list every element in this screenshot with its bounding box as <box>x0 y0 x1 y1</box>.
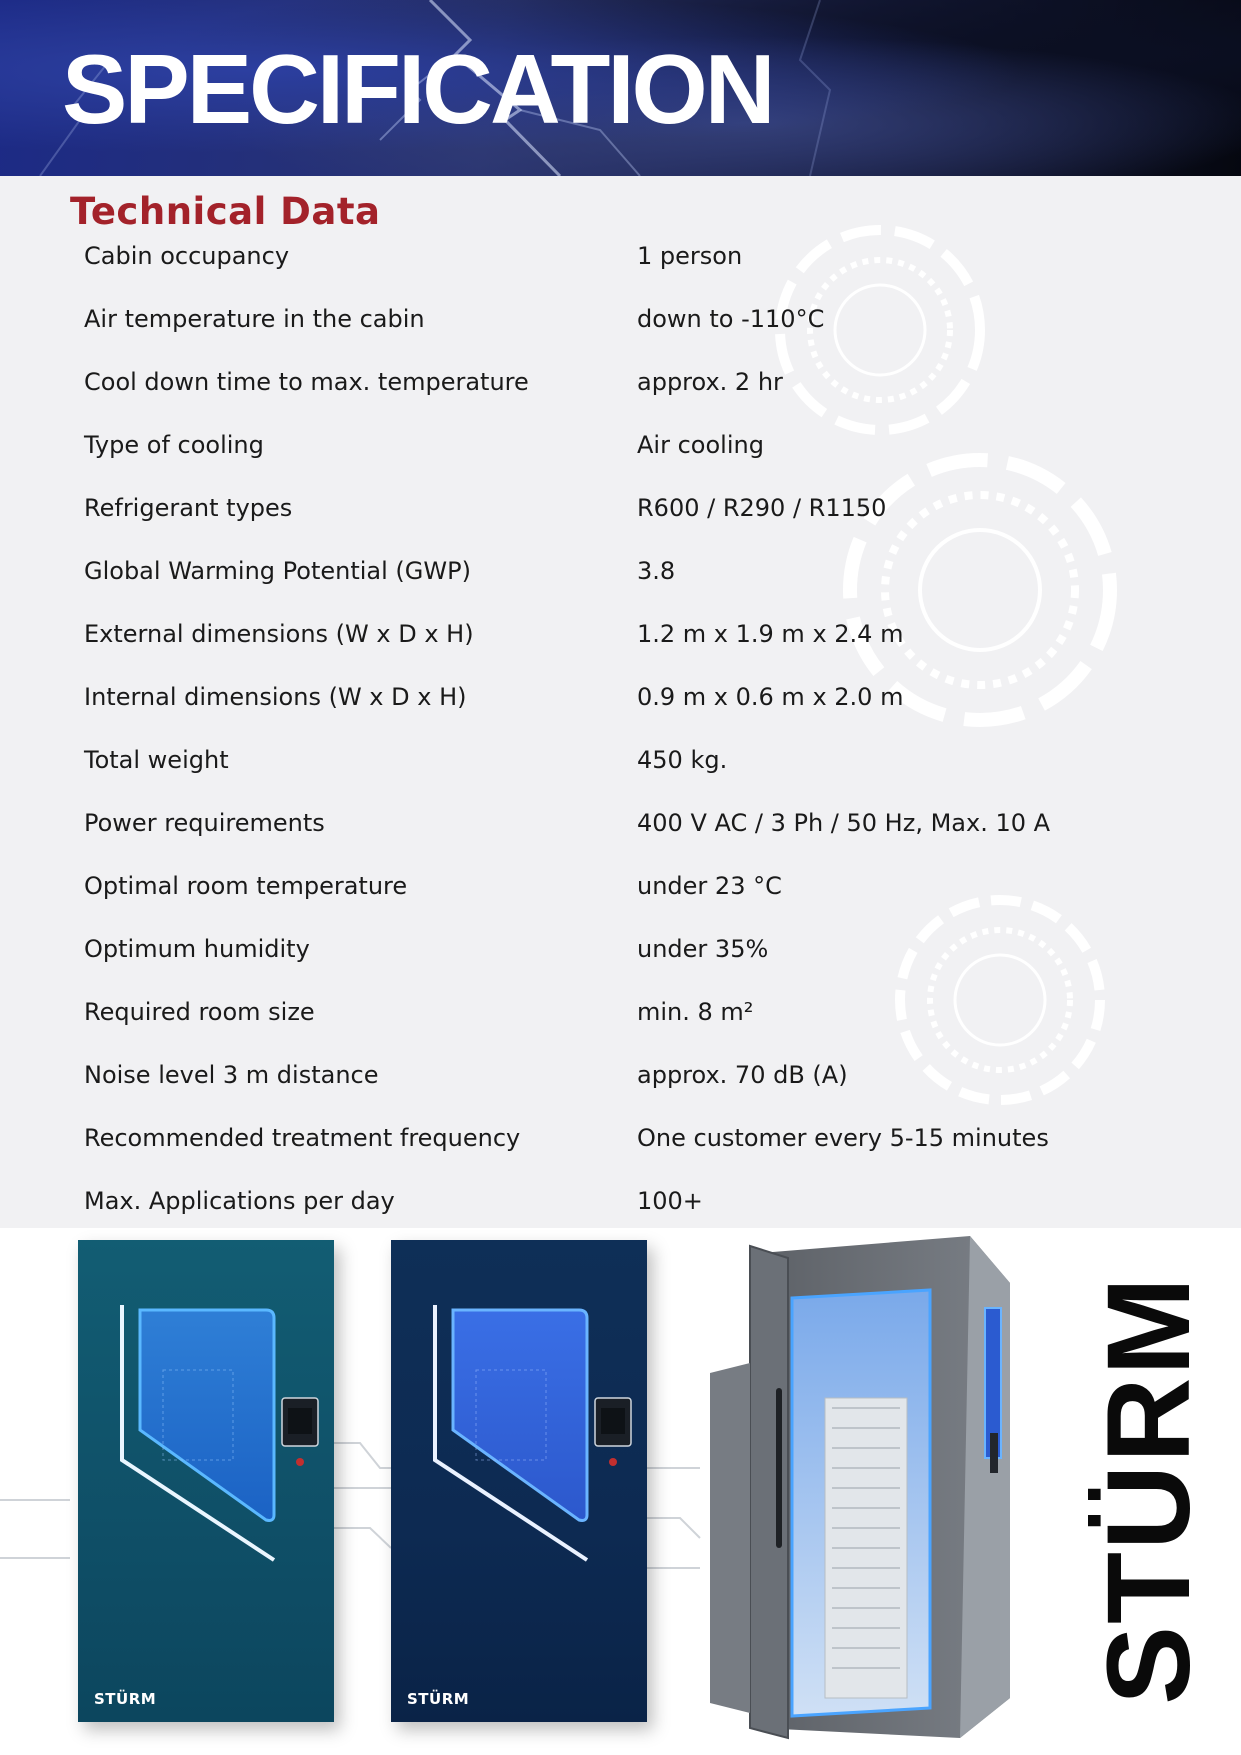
spec-label: Type of cooling <box>84 431 264 459</box>
cabin-open-door <box>700 1228 1030 1755</box>
spec-value: One customer every 5-15 minutes <box>637 1124 1049 1152</box>
spec-label: Noise level 3 m distance <box>84 1061 379 1089</box>
spec-label: Max. Applications per day <box>84 1187 395 1215</box>
spec-value: approx. 70 dB (A) <box>637 1061 848 1089</box>
spec-row <box>0 803 1241 843</box>
spec-row <box>0 488 1241 528</box>
cabin-brand-label: STÜRM <box>407 1690 470 1708</box>
spec-row <box>0 614 1241 654</box>
spec-value: min. 8 m² <box>637 998 754 1026</box>
spec-value: under 35% <box>637 935 769 963</box>
spec-value: R600 / R290 / R1150 <box>637 494 887 522</box>
spec-row <box>0 299 1241 339</box>
spec-label: Power requirements <box>84 809 325 837</box>
spec-label: Optimal room temperature <box>84 872 408 900</box>
spec-value: 3.8 <box>637 557 676 585</box>
header-banner <box>0 0 1241 176</box>
spec-row <box>0 1055 1241 1095</box>
brand-logo <box>1083 1260 1215 1720</box>
cabin-front-navy <box>391 1240 647 1722</box>
spec-label: Cool down time to max. temperature <box>84 368 529 396</box>
product-gallery <box>0 1228 1241 1755</box>
spec-row <box>0 236 1241 276</box>
spec-value: 1 person <box>637 242 743 270</box>
spec-value: 100+ <box>637 1187 703 1215</box>
spec-label: Total weight <box>84 746 229 774</box>
spec-label: Internal dimensions (W x D x H) <box>84 683 467 711</box>
spec-value: Air cooling <box>637 431 764 459</box>
spec-value: down to -110°C <box>637 305 825 333</box>
spec-label: Recommended treatment frequency <box>84 1124 521 1152</box>
spec-row <box>0 677 1241 717</box>
spec-value: approx. 2 hr <box>637 368 783 396</box>
spec-row <box>0 866 1241 906</box>
spec-row <box>0 362 1241 402</box>
spec-label: Optimum humidity <box>84 935 310 963</box>
cabin-front-teal <box>78 1240 334 1722</box>
spec-row <box>0 740 1241 780</box>
spec-label: Refrigerant types <box>84 494 293 522</box>
spec-label: External dimensions (W x D x H) <box>84 620 474 648</box>
spec-row <box>0 551 1241 591</box>
spec-row <box>0 425 1241 465</box>
spec-label: Cabin occupancy <box>84 242 290 270</box>
spec-value: under 23 °C <box>637 872 782 900</box>
spec-row <box>0 992 1241 1032</box>
cabin-brand-label: STÜRM <box>94 1690 157 1708</box>
page-title: SPECIFICATION <box>62 34 773 144</box>
spec-row <box>0 1181 1241 1221</box>
spec-value: 400 V AC / 3 Ph / 50 Hz, Max. 10 A <box>637 809 1051 837</box>
spec-label: Global Warming Potential (GWP) <box>84 557 471 585</box>
spec-value: 450 kg. <box>637 746 728 774</box>
spec-label: Air temperature in the cabin <box>84 305 425 333</box>
section-title: Technical Data <box>70 190 381 233</box>
spec-label: Required room size <box>84 998 315 1026</box>
brand-logo-text: STÜRM <box>1083 1275 1215 1705</box>
spec-value: 0.9 m x 0.6 m x 2.0 m <box>637 683 904 711</box>
spec-value: 1.2 m x 1.9 m x 2.4 m <box>637 620 904 648</box>
spec-row <box>0 1118 1241 1158</box>
spec-row <box>0 929 1241 969</box>
